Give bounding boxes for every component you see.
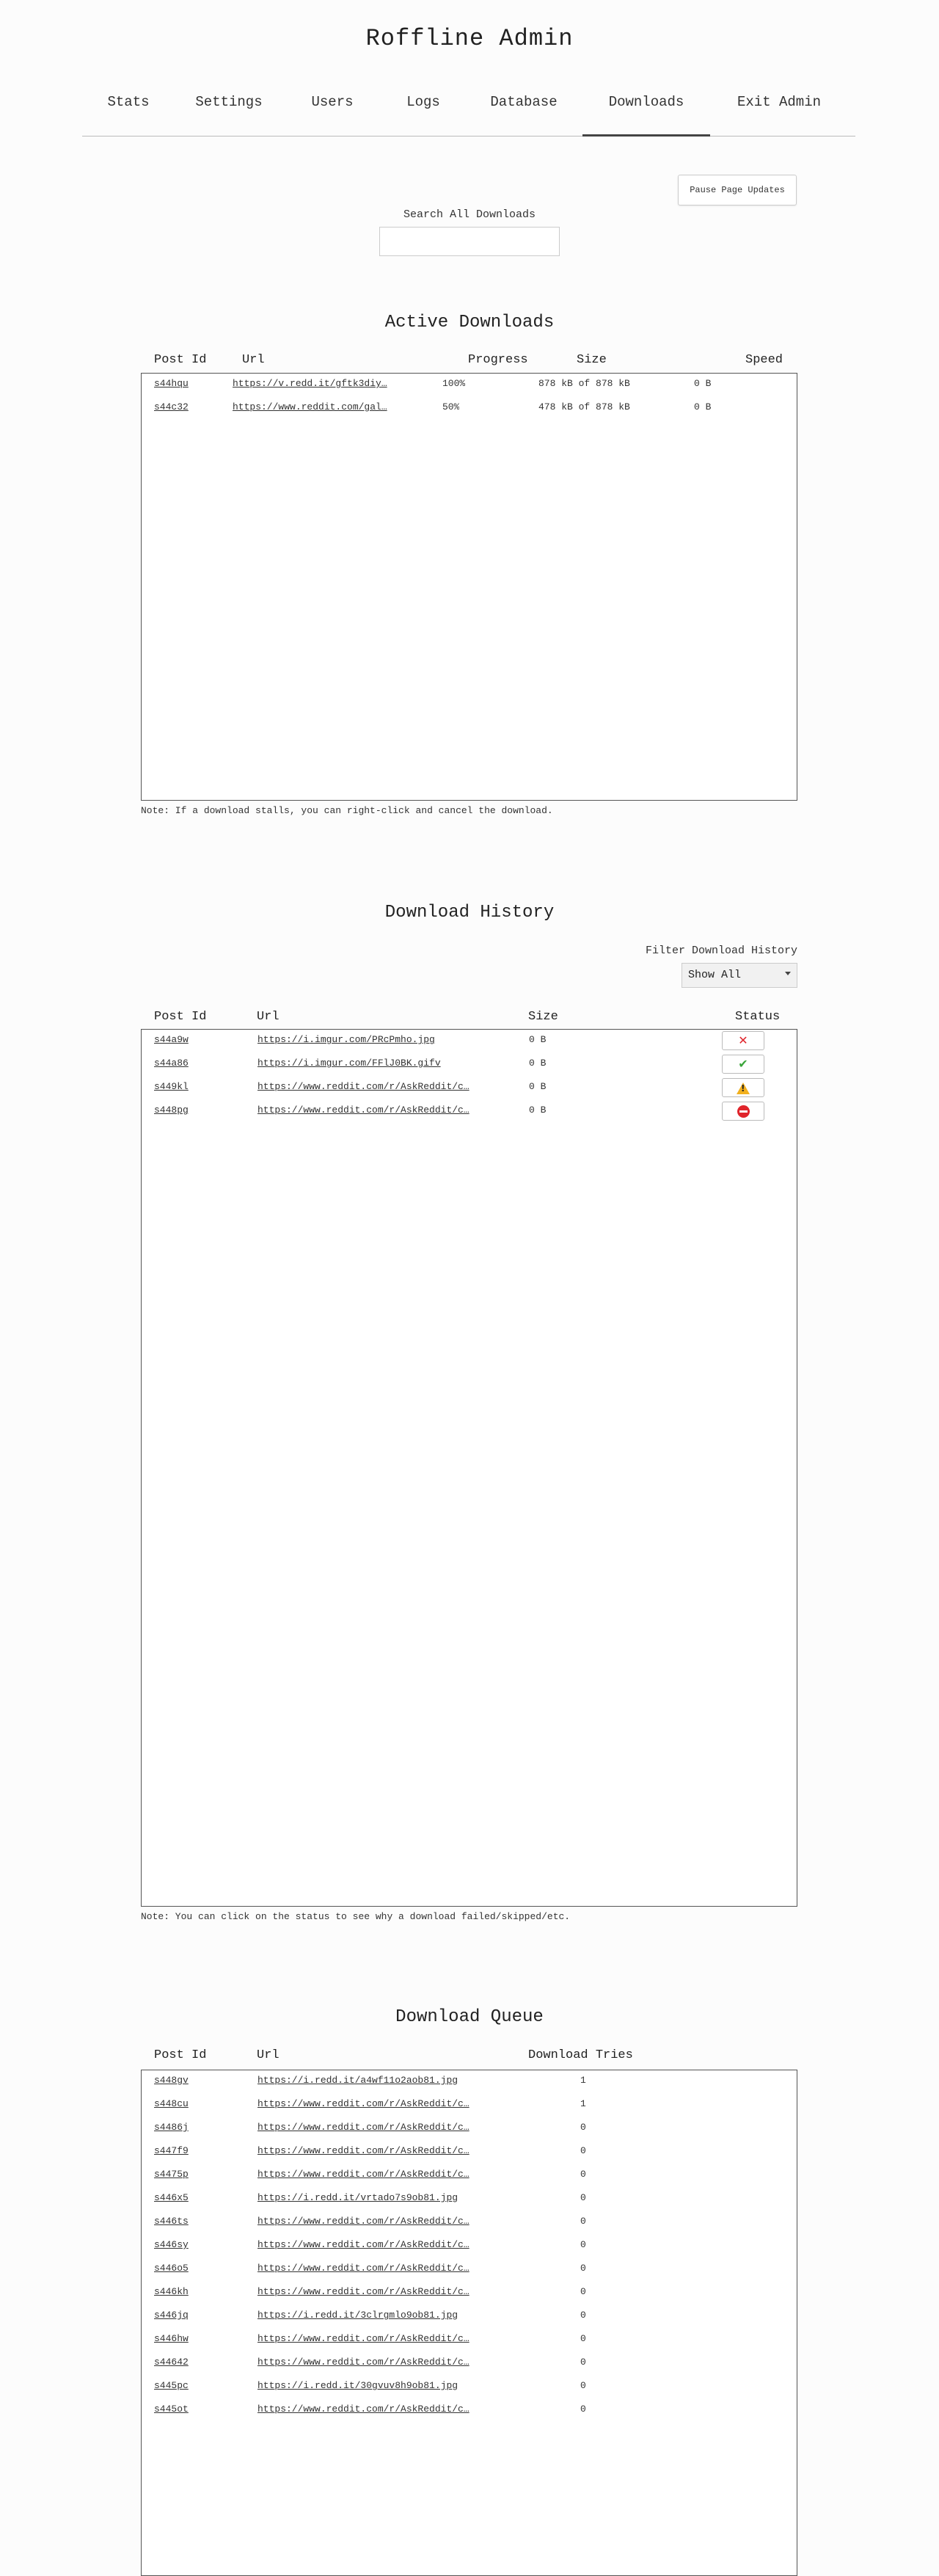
url-link[interactable]: https://www.reddit.com/r/AskReddit/c…: [257, 2286, 470, 2297]
post-id-link[interactable]: s448gv: [154, 2075, 189, 2086]
url-link[interactable]: https://i.redd.it/vrtado7s9ob81.jpg: [257, 2192, 458, 2203]
download-tries-value: 0: [580, 2122, 586, 2133]
active-header-speed: Speed: [745, 353, 783, 367]
url-link[interactable]: https://www.reddit.com/r/AskReddit/c…: [257, 1105, 470, 1116]
size-value: 0 B: [529, 1058, 547, 1069]
url-link[interactable]: https://i.imgur.com/PRcPmho.jpg: [257, 1034, 435, 1045]
post-id-link[interactable]: s448pg: [154, 1105, 189, 1116]
speed-value: 0 B: [694, 378, 712, 389]
size-value: 0 B: [529, 1105, 547, 1116]
no-entry-icon: [737, 1105, 750, 1118]
url-link[interactable]: https://www.reddit.com/r/AskReddit/c…: [257, 2239, 470, 2250]
url-link[interactable]: https://i.redd.it/30gvuv8h9ob81.jpg: [257, 2380, 458, 2391]
download-tries-value: 0: [580, 2357, 586, 2368]
check-mark-icon: ✔: [738, 1057, 748, 1071]
filter-select[interactable]: [682, 963, 797, 988]
tab-downloads[interactable]: Downloads: [582, 82, 710, 137]
post-id-link[interactable]: s44642: [154, 2357, 189, 2368]
download-queue-table[interactable]: [141, 2070, 797, 2576]
post-id-link[interactable]: s448cu: [154, 2098, 189, 2109]
url-link[interactable]: https://www.reddit.com/r/AskReddit/c…: [257, 2404, 470, 2415]
url-link[interactable]: https://i.imgur.com/FFlJ0BK.gifv: [257, 1058, 441, 1069]
post-id-link[interactable]: s446sy: [154, 2239, 189, 2250]
download-tries-value: 0: [580, 2380, 586, 2391]
search-label: Search All Downloads: [403, 208, 536, 221]
table-row[interactable]: [142, 2094, 797, 2117]
download-tries-value: 0: [580, 2216, 586, 2227]
filter-selected-value: Show All: [688, 969, 742, 981]
table-row[interactable]: [142, 2282, 797, 2305]
download-tries-value: 1: [580, 2075, 586, 2086]
active-header-progress: Progress: [468, 353, 528, 367]
size-value: 878 kB of 878 kB: [538, 378, 630, 389]
post-id-link[interactable]: s447f9: [154, 2145, 189, 2156]
size-value: 0 B: [529, 1081, 547, 1092]
filter-label: Filter Download History: [645, 945, 797, 957]
table-row[interactable]: [142, 2305, 797, 2329]
status-button[interactable]: [722, 1031, 764, 1050]
warning-icon: [737, 1083, 750, 1094]
url-link[interactable]: https://www.reddit.com/r/AskReddit/c…: [257, 2145, 470, 2156]
download-tries-value: 0: [580, 2263, 586, 2274]
history-header-post-id: Post Id: [154, 1010, 207, 1024]
page-title: Roffline Admin: [365, 25, 574, 52]
post-id-link[interactable]: s4486j: [154, 2122, 189, 2133]
download-history-title: Download History: [384, 903, 555, 923]
url-link[interactable]: https://www.reddit.com/r/AskReddit/c…: [257, 2333, 470, 2344]
post-id-link[interactable]: s446o5: [154, 2263, 189, 2274]
table-row[interactable]: [142, 2211, 797, 2235]
url-link[interactable]: https://www.reddit.com/r/AskReddit/c…: [257, 2169, 470, 2180]
progress-value: 100%: [442, 378, 466, 389]
post-id-link[interactable]: s446hw: [154, 2333, 189, 2344]
post-id-link[interactable]: s446kh: [154, 2286, 189, 2297]
active-header-post-id: Post Id: [154, 353, 207, 367]
download-tries-value: 0: [580, 2404, 586, 2415]
url-link[interactable]: https://www.reddit.com/r/AskReddit/c…: [257, 1081, 470, 1092]
download-tries-value: 0: [580, 2310, 586, 2321]
url-link[interactable]: https://v.redd.it/gftk3diy…: [233, 378, 387, 389]
url-link[interactable]: https://www.reddit.com/r/AskReddit/c…: [257, 2098, 470, 2109]
table-row[interactable]: [142, 2164, 797, 2188]
table-row[interactable]: [142, 2117, 797, 2141]
download-history-note: Note: You can click on the status to see why a download failed/skipped/etc.: [141, 1911, 571, 1922]
table-row[interactable]: [142, 1053, 797, 1077]
table-row[interactable]: [142, 1100, 797, 1124]
size-value: 0 B: [529, 1034, 547, 1045]
table-row[interactable]: [142, 1030, 797, 1053]
post-id-link[interactable]: s446x5: [154, 2192, 189, 2203]
table-row[interactable]: [142, 1077, 797, 1100]
download-tries-value: 0: [580, 2169, 586, 2180]
table-row[interactable]: [142, 2188, 797, 2211]
url-link[interactable]: https://www.reddit.com/r/AskReddit/c…: [257, 2216, 470, 2227]
download-tries-value: 1: [580, 2098, 586, 2109]
active-downloads-title: Active Downloads: [384, 313, 555, 332]
post-id-link[interactable]: s44a9w: [154, 1034, 189, 1045]
queue-header-post-id: Post Id: [154, 2048, 207, 2062]
queue-header-url: Url: [257, 2048, 279, 2062]
history-header-size: Size: [528, 1010, 558, 1024]
table-row[interactable]: [142, 2141, 797, 2164]
chevron-down-icon: [785, 972, 791, 975]
tab-settings[interactable]: Settings: [195, 94, 263, 110]
speed-value: 0 B: [694, 401, 712, 412]
post-id-link[interactable]: s44hqu: [154, 378, 189, 389]
post-id-link[interactable]: s446jq: [154, 2310, 189, 2321]
history-header-url: Url: [257, 1010, 279, 1024]
pause-page-updates-button[interactable]: Pause Page Updates: [678, 175, 797, 205]
admin-nav: [82, 82, 855, 137]
active-header-url: Url: [242, 353, 265, 367]
active-downloads-table[interactable]: [141, 373, 797, 801]
table-row[interactable]: [142, 397, 797, 421]
table-row[interactable]: [142, 2376, 797, 2399]
queue-header-download-tries: Download Tries: [528, 2048, 633, 2062]
download-tries-value: 0: [580, 2145, 586, 2156]
status-button[interactable]: [722, 1055, 764, 1074]
download-tries-value: 0: [580, 2286, 586, 2297]
status-button[interactable]: [722, 1102, 764, 1121]
active-header-size: Size: [577, 353, 607, 367]
tab-users[interactable]: Users: [311, 94, 354, 110]
post-id-link[interactable]: s4475p: [154, 2169, 189, 2180]
status-button[interactable]: [722, 1078, 764, 1097]
tab-database[interactable]: Database: [490, 94, 558, 110]
url-link[interactable]: https://www.reddit.com/r/AskReddit/c…: [257, 2263, 470, 2274]
table-row[interactable]: [142, 2070, 797, 2094]
url-link[interactable]: https://www.reddit.com/r/AskReddit/c…: [257, 2357, 470, 2368]
download-history-table[interactable]: [141, 1029, 797, 1907]
tab-exit-admin[interactable]: Exit Admin: [737, 94, 822, 110]
table-row[interactable]: [142, 2329, 797, 2352]
table-row[interactable]: [142, 2235, 797, 2258]
table-row[interactable]: [142, 374, 797, 397]
progress-value: 50%: [442, 401, 460, 412]
post-id-link[interactable]: s445ot: [154, 2404, 189, 2415]
download-tries-value: 0: [580, 2239, 586, 2250]
download-tries-value: 0: [580, 2192, 586, 2203]
download-tries-value: 0: [580, 2333, 586, 2344]
post-id-link[interactable]: s446ts: [154, 2216, 189, 2227]
history-header-status: Status: [735, 1010, 781, 1024]
url-link[interactable]: https://i.redd.it/a4wf11o2aob81.jpg: [257, 2075, 458, 2086]
post-id-link[interactable]: s449kl: [154, 1081, 189, 1092]
post-id-link[interactable]: s445pc: [154, 2380, 189, 2391]
tab-stats[interactable]: Stats: [107, 94, 150, 110]
search-input[interactable]: [379, 227, 560, 256]
url-link[interactable]: https://www.reddit.com/r/AskReddit/c…: [257, 2122, 470, 2133]
post-id-link[interactable]: s44c32: [154, 401, 189, 412]
tab-logs[interactable]: Logs: [406, 94, 440, 110]
table-row[interactable]: [142, 2399, 797, 2423]
active-downloads-note: Note: If a download stalls, you can right-click and cancel the download.: [141, 805, 553, 816]
size-value: 478 kB of 878 kB: [538, 401, 630, 412]
table-row[interactable]: [142, 2258, 797, 2282]
post-id-link[interactable]: s44a86: [154, 1058, 189, 1069]
download-queue-title: Download Queue: [395, 2007, 544, 2027]
url-link[interactable]: https://www.reddit.com/gal…: [233, 401, 387, 412]
table-row[interactable]: [142, 2352, 797, 2376]
cross-mark-icon: ✕: [738, 1033, 748, 1047]
url-link[interactable]: https://i.redd.it/3clrgmlo9ob81.jpg: [257, 2310, 458, 2321]
